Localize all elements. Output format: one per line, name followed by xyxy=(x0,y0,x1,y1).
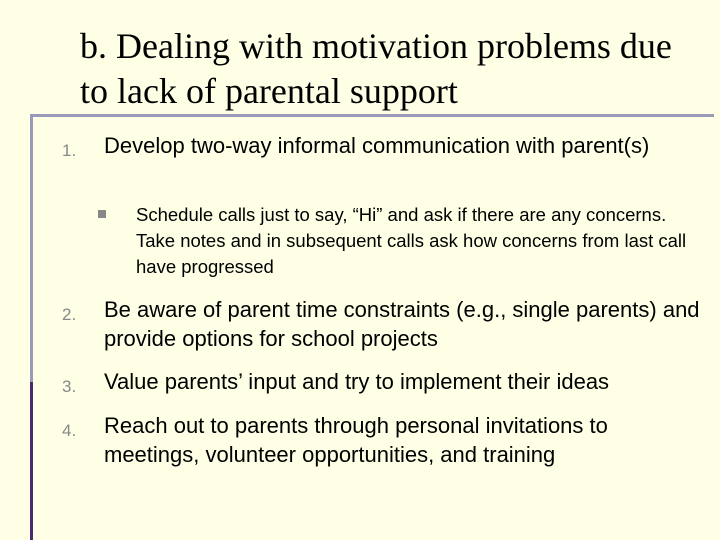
item-number: 2. xyxy=(62,305,77,324)
item-text: Be aware of parent time constraints (e.g., single parents) and provide options for school projects xyxy=(104,297,700,351)
title-underline xyxy=(30,114,714,117)
item-number: 1. xyxy=(62,141,77,160)
item-number: 4. xyxy=(62,421,77,440)
item-number: 3. xyxy=(62,377,77,396)
left-rule-light xyxy=(30,117,33,382)
square-bullet-icon xyxy=(98,210,106,218)
item-text: Develop two-way informal communication with parent(s) xyxy=(104,133,650,158)
slide-title: b. Dealing with motivation problems due to lack of parental support xyxy=(80,26,672,111)
left-rule-dark xyxy=(30,382,33,540)
sub-item-text: Schedule calls just to say, “Hi” and ask if there are any concerns. Take notes and in subsequent calls ask how concerns from last call have progressed xyxy=(136,204,687,277)
item-text: Reach out to parents through personal invitations to meetings, volunteer opportunities, and training xyxy=(104,413,608,467)
item-text: Value parents’ input and try to implement their ideas xyxy=(104,369,610,394)
